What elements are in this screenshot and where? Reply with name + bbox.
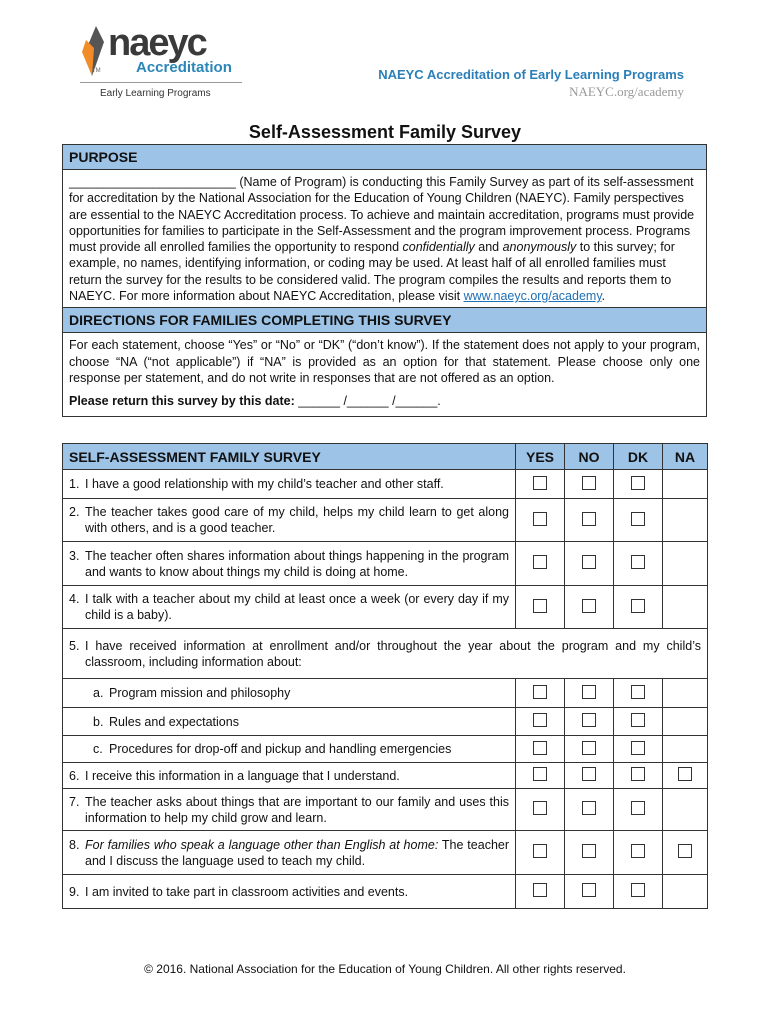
- item-number: c.: [93, 742, 103, 756]
- checkbox-dk[interactable]: [631, 512, 645, 526]
- logo-accreditation: Accreditation: [136, 59, 232, 76]
- answer-cell-dk: [614, 831, 663, 875]
- answer-cell-dk: [614, 763, 663, 789]
- purpose-em2: anonymously: [502, 240, 577, 255]
- page-title: Self-Assessment Family Survey: [248, 122, 522, 142]
- checkbox-dk[interactable]: [631, 685, 645, 699]
- checkbox-na[interactable]: [678, 844, 692, 858]
- answer-cell-dk: [614, 470, 663, 499]
- checkbox-yes[interactable]: [533, 599, 547, 613]
- item-text: I receive this information in a language that I understand.: [85, 768, 400, 783]
- item-number: 1.: [69, 477, 80, 491]
- answer-cell-yes: [516, 789, 565, 831]
- purpose-text: [63, 170, 706, 307]
- program-name-blank[interactable]: ________________________: [69, 175, 236, 189]
- answer-cell-dk: [614, 708, 663, 736]
- answer-cell-na: [663, 679, 708, 708]
- statement-cell: [63, 831, 516, 875]
- answer-cell-no: [565, 708, 614, 736]
- survey-row: [63, 708, 708, 736]
- logo-divider: [80, 82, 242, 83]
- answer-cell-no: [565, 679, 614, 708]
- answer-cell-dk: [614, 499, 663, 542]
- purpose-heading: PURPOSE: [63, 145, 706, 170]
- survey-row: [63, 789, 708, 831]
- item-text-wrap: [85, 768, 509, 784]
- item-text: The teacher takes good care of my child, helps my child learn to get along with others, and is a good teacher.: [85, 505, 509, 535]
- answer-cell-yes: [516, 499, 565, 542]
- return-date-field[interactable]: ______ /______ /______.: [294, 394, 441, 409]
- checkbox-no[interactable]: [582, 883, 596, 897]
- checkbox-yes[interactable]: [533, 844, 547, 858]
- checkbox-na[interactable]: [678, 767, 692, 781]
- item-text-wrap: [85, 837, 509, 869]
- checkbox-yes[interactable]: [533, 767, 547, 781]
- col-yes: YES: [516, 444, 565, 470]
- answer-cell-yes: [516, 875, 565, 909]
- answer-cell-yes: [516, 831, 565, 875]
- statement-cell: [63, 679, 516, 708]
- item-text: Program mission and philosophy: [109, 686, 291, 700]
- item-text-wrap: [85, 504, 509, 536]
- item-emphasis: For families who speak a language other than English at home:: [85, 837, 439, 852]
- checkbox-yes[interactable]: [533, 555, 547, 569]
- purpose-p1: (Name of Program) is conducting this Family Survey as part of its self-assessment for accreditation by the National Association for the Education of Young Children (NAEYC). Family perspectives are essential to the NAEYC Accreditation process. To achieve and maintain accreditation, programs must provide opportunities for families to participate in the Self-Assessment and the program improvement process. Programs must provide all enrolled families the opportunity to respond: [69, 175, 695, 255]
- item-text-wrap: [109, 714, 509, 730]
- item-number: 3.: [69, 548, 80, 563]
- col-dk: DK: [614, 444, 663, 470]
- answer-cell-yes: [516, 679, 565, 708]
- answer-cell-no: [565, 736, 614, 763]
- logo-tm: TM: [92, 68, 101, 74]
- answer-cell-dk: [614, 586, 663, 629]
- statement-cell: [63, 708, 516, 736]
- answer-cell-yes: [516, 708, 565, 736]
- purpose-end: .: [601, 289, 606, 304]
- checkbox-dk[interactable]: [631, 741, 645, 755]
- answer-cell-na: [663, 789, 708, 831]
- answer-cell-yes: [516, 736, 565, 763]
- item-number: 7.: [69, 794, 80, 809]
- survey-table: [62, 443, 708, 909]
- answer-cell-no: [565, 470, 614, 499]
- checkbox-no[interactable]: [582, 476, 596, 490]
- item-number: 8.: [69, 837, 80, 852]
- checkbox-dk[interactable]: [631, 599, 645, 613]
- answer-cell-yes: [516, 586, 565, 629]
- purpose-directions-box: [62, 144, 707, 417]
- answer-cell-na: [663, 763, 708, 789]
- survey-row: [63, 679, 708, 708]
- answer-cell-na: [663, 831, 708, 875]
- checkbox-dk[interactable]: [631, 801, 645, 815]
- checkbox-dk[interactable]: [631, 476, 645, 490]
- checkbox-no[interactable]: [582, 844, 596, 858]
- answer-cell-na: [663, 542, 708, 586]
- item-text: I have a good relationship with my child’s teacher and other staff.: [85, 477, 444, 491]
- answer-cell-dk: [614, 875, 663, 909]
- item-text-wrap: [85, 638, 701, 670]
- statement-cell: [63, 789, 516, 831]
- answer-cell-dk: [614, 736, 663, 763]
- item-text: The teacher and I discuss the language used to teach my child.: [85, 837, 510, 868]
- col-no: NO: [565, 444, 614, 470]
- logo-tagline: Early Learning Programs: [100, 88, 211, 99]
- checkbox-yes[interactable]: [533, 883, 547, 897]
- item-text-wrap: [85, 591, 509, 623]
- checkbox-no[interactable]: [582, 767, 596, 781]
- naeyc-logo: [78, 22, 248, 102]
- answer-cell-dk: [614, 789, 663, 831]
- item-text: The teacher asks about things that are important to our family and uses this information to help my child grow and learn.: [85, 794, 509, 825]
- answer-cell-no: [565, 875, 614, 909]
- checkbox-no[interactable]: [582, 685, 596, 699]
- item-text-wrap: [109, 685, 509, 701]
- survey-row: [63, 586, 708, 629]
- answer-cell-dk: [614, 542, 663, 586]
- checkbox-yes[interactable]: [533, 512, 547, 526]
- checkbox-dk[interactable]: [631, 883, 645, 897]
- item-number: 9.: [69, 884, 80, 899]
- answer-cell-no: [565, 586, 614, 629]
- answer-cell-yes: [516, 763, 565, 789]
- directions-heading: DIRECTIONS FOR FAMILIES COMPLETING THIS SURVEY: [63, 307, 706, 333]
- checkbox-dk[interactable]: [631, 844, 645, 858]
- item-number: 6.: [69, 768, 80, 783]
- survey-row: [63, 629, 708, 679]
- answer-cell-na: [663, 736, 708, 763]
- checkbox-dk[interactable]: [631, 767, 645, 781]
- item-number: 5.: [69, 638, 80, 653]
- header-url: NAEYC.org/academy: [569, 84, 684, 99]
- purpose-and: and: [474, 240, 503, 255]
- answer-cell-no: [565, 831, 614, 875]
- item-text-wrap: [109, 741, 509, 757]
- statement-cell: [63, 875, 516, 909]
- item-text: The teacher often shares information about things happening in the program and wants to know about things my child is doing at home.: [85, 548, 509, 579]
- return-date-label: Please return this survey by this date:: [69, 394, 295, 409]
- answer-cell-no: [565, 789, 614, 831]
- survey-row: [63, 470, 708, 499]
- logo-wordmark: naeyc: [108, 22, 206, 64]
- survey-row: [63, 831, 708, 875]
- checkbox-no[interactable]: [582, 713, 596, 727]
- answer-cell-na: [663, 875, 708, 909]
- answer-cell-na: [663, 470, 708, 499]
- survey-row: [63, 763, 708, 789]
- survey-heading: SELF-ASSESSMENT FAMILY SURVEY: [63, 444, 516, 470]
- checkbox-no[interactable]: [582, 801, 596, 815]
- answer-cell-no: [565, 542, 614, 586]
- checkbox-no[interactable]: [582, 741, 596, 755]
- survey-row: [63, 499, 708, 542]
- checkbox-dk[interactable]: [631, 713, 645, 727]
- item-text: I have received information at enrollment and/or throughout the year about the program and my child’s classroom, including information about:: [85, 638, 701, 669]
- statement-cell: [63, 542, 516, 586]
- return-date-line: [63, 389, 706, 415]
- checkbox-yes[interactable]: [533, 741, 547, 755]
- survey-row: [63, 542, 708, 586]
- academy-link[interactable]: www.naeyc.org/academy: [463, 289, 602, 304]
- col-na: NA: [663, 444, 708, 470]
- item-text-wrap: [85, 884, 509, 900]
- item-number: 2.: [69, 505, 80, 519]
- header-title: NAEYC Accreditation of Early Learning Programs: [378, 67, 684, 82]
- statement-cell: [63, 629, 708, 679]
- survey-row: [63, 736, 708, 763]
- item-text: Rules and expectations: [109, 714, 239, 729]
- purpose-p2: to this survey; for example, no names, identifying information, or coding may be used. At least half of all enrolled families must return the survey for the results to be considered valid. The program compiles the results and reports them to NAEYC. For more information about NAEYC Accreditation, please visit: [69, 240, 675, 304]
- checkbox-yes[interactable]: [533, 801, 547, 815]
- statement-cell: [63, 586, 516, 629]
- directions-text: For each statement, choose “Yes” or “No” or “DK” (“don’t know”). If the statement does not apply to your program, choose “NA (“not applicable”) if “NA” is provided as an option for that statement. Please choose only one response per statement, and do not write in responses that are not offered as an option.: [69, 338, 700, 385]
- item-text: I am invited to take part in classroom activities and events.: [85, 884, 409, 899]
- purpose-em1: confidentially: [402, 240, 475, 255]
- survey-row: [63, 875, 708, 909]
- answer-cell-no: [565, 763, 614, 789]
- item-text: Procedures for drop-off and pickup and handling emergencies: [109, 742, 452, 756]
- checkbox-yes[interactable]: [533, 685, 547, 699]
- statement-cell: [63, 470, 516, 499]
- checkbox-no[interactable]: [582, 555, 596, 569]
- item-number: a.: [93, 686, 104, 700]
- copyright-footer: © 2016. National Association for the Education of Young Children. All other rights reserved.: [144, 962, 626, 976]
- answer-cell-na: [663, 708, 708, 736]
- checkbox-no[interactable]: [582, 599, 596, 613]
- checkbox-yes[interactable]: [533, 713, 547, 727]
- answer-cell-dk: [614, 679, 663, 708]
- statement-cell: [63, 499, 516, 542]
- answer-cell-na: [663, 586, 708, 629]
- item-text-wrap: [85, 794, 509, 826]
- statement-cell: [63, 736, 516, 763]
- answer-cell-na: [663, 499, 708, 542]
- answer-cell-no: [565, 499, 614, 542]
- checkbox-no[interactable]: [582, 512, 596, 526]
- item-text: I talk with a teacher about my child at least once a week (or every day if my child is a baby).: [85, 592, 509, 622]
- checkbox-yes[interactable]: [533, 476, 547, 490]
- answer-cell-yes: [516, 542, 565, 586]
- item-number: b.: [93, 714, 104, 729]
- checkbox-dk[interactable]: [631, 555, 645, 569]
- item-text-wrap: [85, 476, 509, 492]
- item-text-wrap: [85, 548, 509, 580]
- statement-cell: [63, 763, 516, 789]
- item-number: 4.: [69, 592, 80, 606]
- answer-cell-yes: [516, 470, 565, 499]
